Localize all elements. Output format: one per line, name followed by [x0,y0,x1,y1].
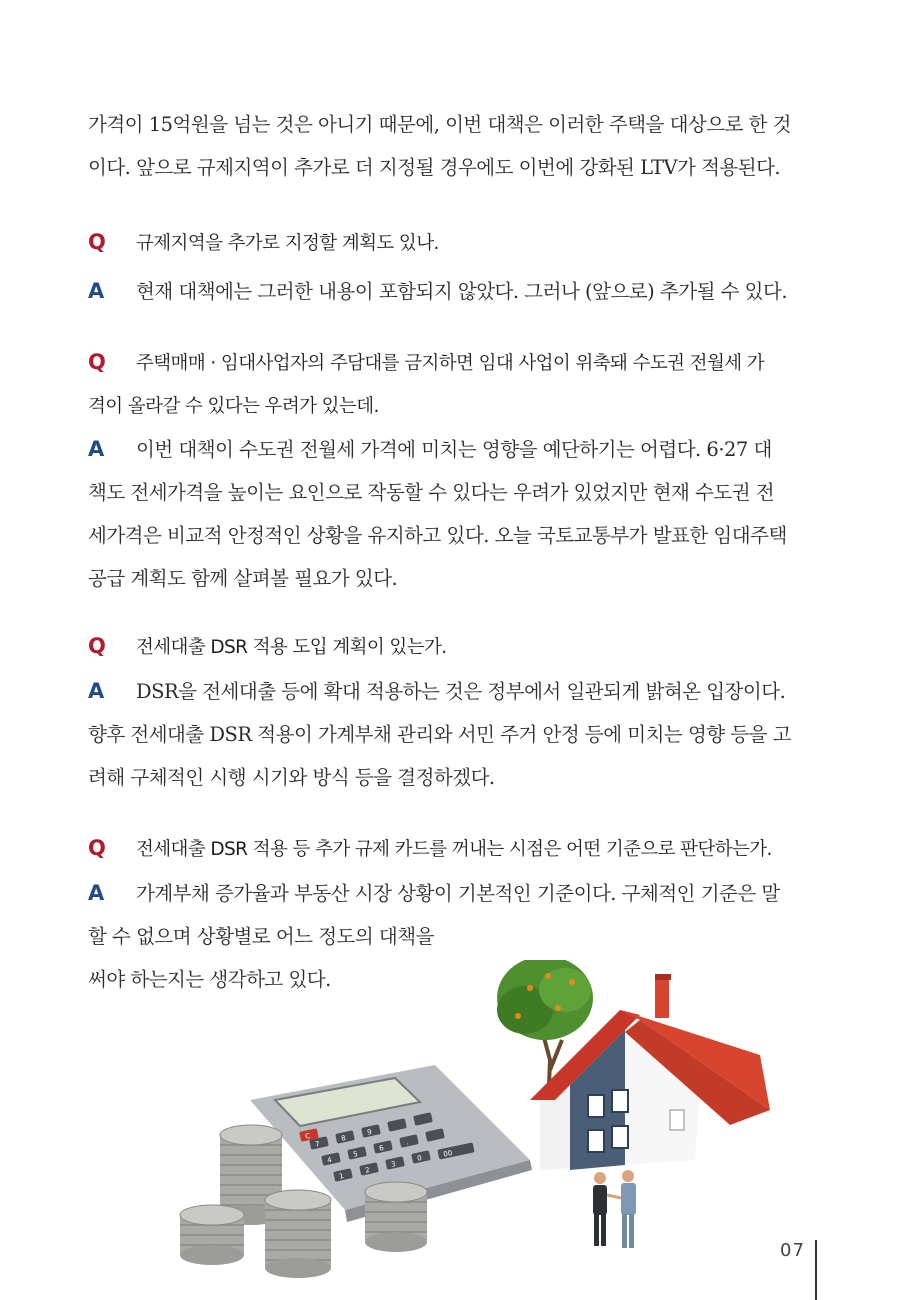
answer-text: 가계부채 증가율과 부동산 시장 상황이 기본적인 기준이다. 구체적인 기준은 말 [136,882,780,905]
intro-paragraph [88,103,816,189]
calculator-key-label: 4 [326,1155,333,1165]
question-1 [88,222,818,264]
answer-2 [88,428,818,600]
answer-marker: A [88,881,104,905]
calculator-key-label: 6 [378,1143,385,1153]
question-4 [88,828,818,870]
question-marker: Q [88,350,106,374]
question-2 [88,342,818,427]
calculator-key-label: 3 [390,1159,397,1169]
calculator-key-label: 0 [416,1153,423,1163]
calculator-key-label: 5 [352,1149,359,1159]
calculator-key-label: 8 [340,1133,347,1143]
question-text: 규제지역을 추가로 지정할 계획도 있나. [136,233,439,254]
real-estate-illustration [170,960,810,1300]
answer-text: 향후 전세대출 DSR 적용이 가계부채 관리와 서민 주거 안정 등에 미치는 영향 등을 고 [88,723,792,746]
question-marker: Q [88,836,106,860]
calculator-key-label: . [405,1138,410,1147]
answer-text: 세가격은 비교적 안정적인 상황을 유지하고 있다. 오늘 국토교통부가 발표한 임대주택 [88,524,787,547]
question-marker: Q [88,230,106,254]
answer-3 [88,670,818,799]
intro-line: 가격이 15억원을 넘는 것은 아니기 때문에, 이번 대책은 이러한 주택을 대상으로 한 것 [88,113,792,136]
calculator-key-label: 2 [364,1165,371,1175]
answer-text: 할 수 없으며 상황별로 어느 정도의 대책을 [88,925,434,948]
calculator-key-label: C [304,1131,311,1141]
question-text: 전세대출 DSR 적용 등 추가 규제 카드를 꺼내는 시점은 어떤 기준으로 판단하는가. [136,839,772,860]
question-text: 격이 올라갈 수 있다는 우려가 있는데. [88,396,379,417]
answer-text: DSR을 전세대출 등에 확대 적용하는 것은 정부에서 일관되게 밝혀온 입장이다. [136,680,786,703]
answer-text: 현재 대책에는 그러한 내용이 포함되지 않았다. 그러나 (앞으로) 추가될 수 있다. [136,280,788,303]
question-3 [88,626,818,668]
answer-text: 려해 구체적인 시행 시기와 방식 등을 결정하겠다. [88,766,495,789]
intro-line: 이다. 앞으로 규제지역이 추가로 더 지정될 경우에도 이번에 강화된 LTV가 적용된다. [88,156,781,179]
businessmen-handshake-icon [593,1170,636,1248]
calculator-key-label: 7 [314,1139,321,1149]
calculator-key-label: 9 [366,1127,373,1137]
answer-marker: A [88,437,104,461]
answer-text: 써야 하는지는 생각하고 있다. [88,968,331,991]
answer-marker: A [88,679,104,703]
question-marker: Q [88,634,106,658]
answer-marker: A [88,279,104,303]
page-number-rule [815,1240,817,1300]
page-number: 07 [780,1240,805,1261]
answer-1 [88,270,818,313]
answer-text: 이번 대책이 수도권 전월세 가격에 미치는 영향을 예단하기는 어렵다. 6·27 대 [136,438,772,461]
question-text: 주택매매 · 임대사업자의 주담대를 금지하면 임대 사업이 위축돼 수도권 전월세 가 [136,353,765,374]
calculator-key-label: 00 [442,1148,454,1159]
answer-text: 공급 계획도 함께 살펴볼 필요가 있다. [88,567,398,590]
question-text: 전세대출 DSR 적용 도입 계획이 있는가. [136,637,447,658]
calculator-key-label: 1 [338,1171,345,1181]
answer-text: 책도 전세가격을 높이는 요인으로 작동할 수 있다는 우려가 있었지만 현재 수도권 전 [88,481,775,504]
